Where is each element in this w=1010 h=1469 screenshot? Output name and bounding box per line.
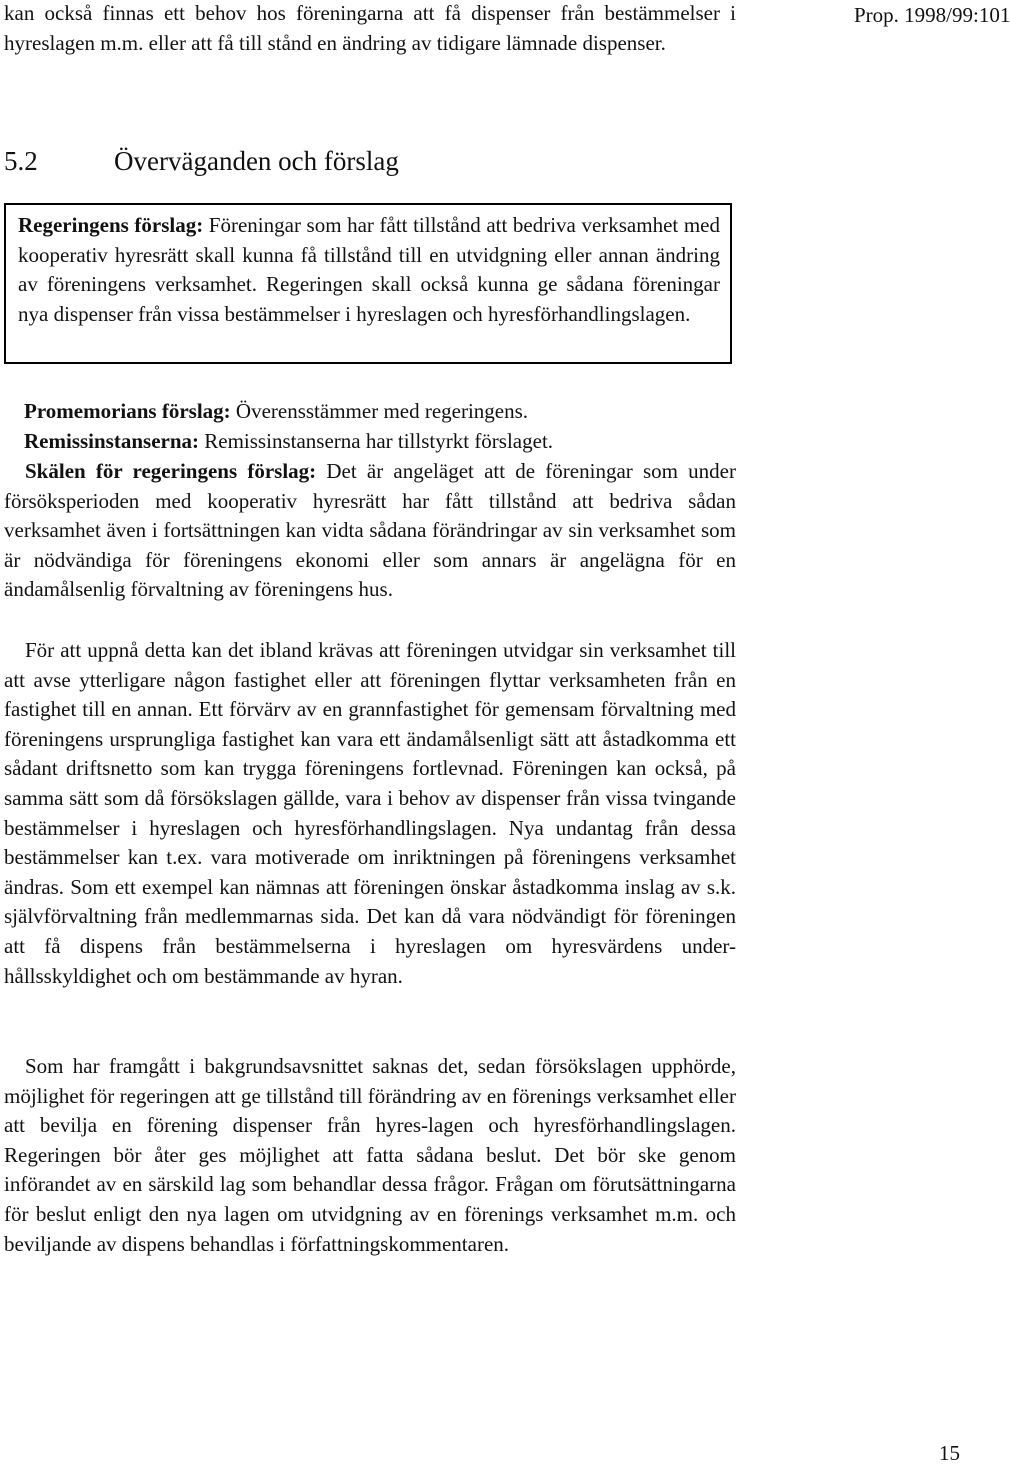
reasons-paragraph xyxy=(4,457,736,605)
proposal-lead: Regeringens förslag: xyxy=(18,213,204,237)
section-heading xyxy=(4,143,399,179)
memo-body: Överensstämmer med regeringens. xyxy=(230,399,529,423)
proposal-box xyxy=(4,203,732,364)
intro-paragraph: kan också finnas ett behov hos föreningarna att få dispenser från bestämmelser i hyreslagen m.m. eller att få till stånd en ändring av tidigare lämnade dispenser. xyxy=(4,1,736,55)
page-number: 15 xyxy=(939,1441,960,1465)
section-number: 5.2 xyxy=(4,146,38,176)
referral-paragraph xyxy=(24,427,736,457)
reasons-body: Det är angeläget att de föreningar som under försöksperioden med kooperativ hyresrätt har fått tillstånd att bedriva sådan verksamhet även i fortsättningen kan vidta sådana förändringar av sin verksamhet som är nödvändiga för föreningens ekonomi eller som annars är angelägna för en ändamålsenlig förvaltning av föreningens hus. xyxy=(4,459,736,602)
page-reference: Prop. 1998/99:101 xyxy=(854,3,1010,27)
memo-paragraph xyxy=(24,397,736,427)
referral-lead: Remissinstanserna: xyxy=(24,429,200,453)
body-paragraph-3: Som har framgått i bakgrundsavsnittet saknas det, sedan försökslagen upphörde, möjlighet för regeringen att ge tillstånd till förändring av en förenings verksamhet eller att bevilja en förening dispenser från hyres-lagen och hyresförhandlingslagen. Regeringen bör åter ges möjlighet att fatta sådana beslut. Det bör ske genom införandet av en särskild lag som behandlar dessa frågor. Frågan om förutsättningarna för beslut enligt den nya lagen om utvidgning av en förenings verksamhet m.m. och beviljande av dispens behandlas i författningskommentaren. xyxy=(4,1054,736,1256)
reasons-lead: Skälen för regeringens förslag: xyxy=(25,459,317,483)
proposal-text xyxy=(18,211,720,329)
proposal-body: Föreningar som har fått tillstånd att bedriva verksamhet med kooperativ hyresrätt skall kunna få tillstånd till en utvidgning eller annan ändring av föreningens verksamhet. Regeringen skall också kunna ge sådana föreningar nya dispenser från vissa bestämmelser i hyreslagen och hyresförhandlingslagen. xyxy=(18,213,720,326)
section-title: Överväganden och förslag xyxy=(114,146,399,176)
memo-lead: Promemorians förslag: xyxy=(24,399,231,423)
referral-body: Remissinstanserna har tillstyrkt förslaget. xyxy=(199,429,554,453)
body-paragraph-2: För att uppnå detta kan det ibland krävas att föreningen utvidgar sin verksamhet till att avse ytterligare någon fastighet eller att föreningen flyttar verksamheten från en fastighet till en annan. Ett förvärv av en grannfastighet för gemensam förvaltning med föreningens ursprungliga fastighet kan vara ett ändamålsenligt sätt att åstadkomma ett sådant driftsnetto som kan trygga föreningens fortlevnad. Föreningen kan också, på samma sätt som då försökslagen gällde, vara i behov av dispenser från vissa tvingande bestämmelser i hyreslagen och hyresförhandlingslagen. Nya undantag från dessa bestämmelser kan t.ex. vara motiverade om inriktningen på föreningens verksamhet ändras. Som ett exempel kan nämnas att föreningen önskar åstadkomma inslag av s.k. självförvaltning från medlemmarnas sida. Det kan då vara nödvändigt för föreningen att få dispens från bestämmelserna i hyreslagen om hyresvärdens under-hållsskyldighet och om bestämmande av hyran. xyxy=(4,638,736,988)
